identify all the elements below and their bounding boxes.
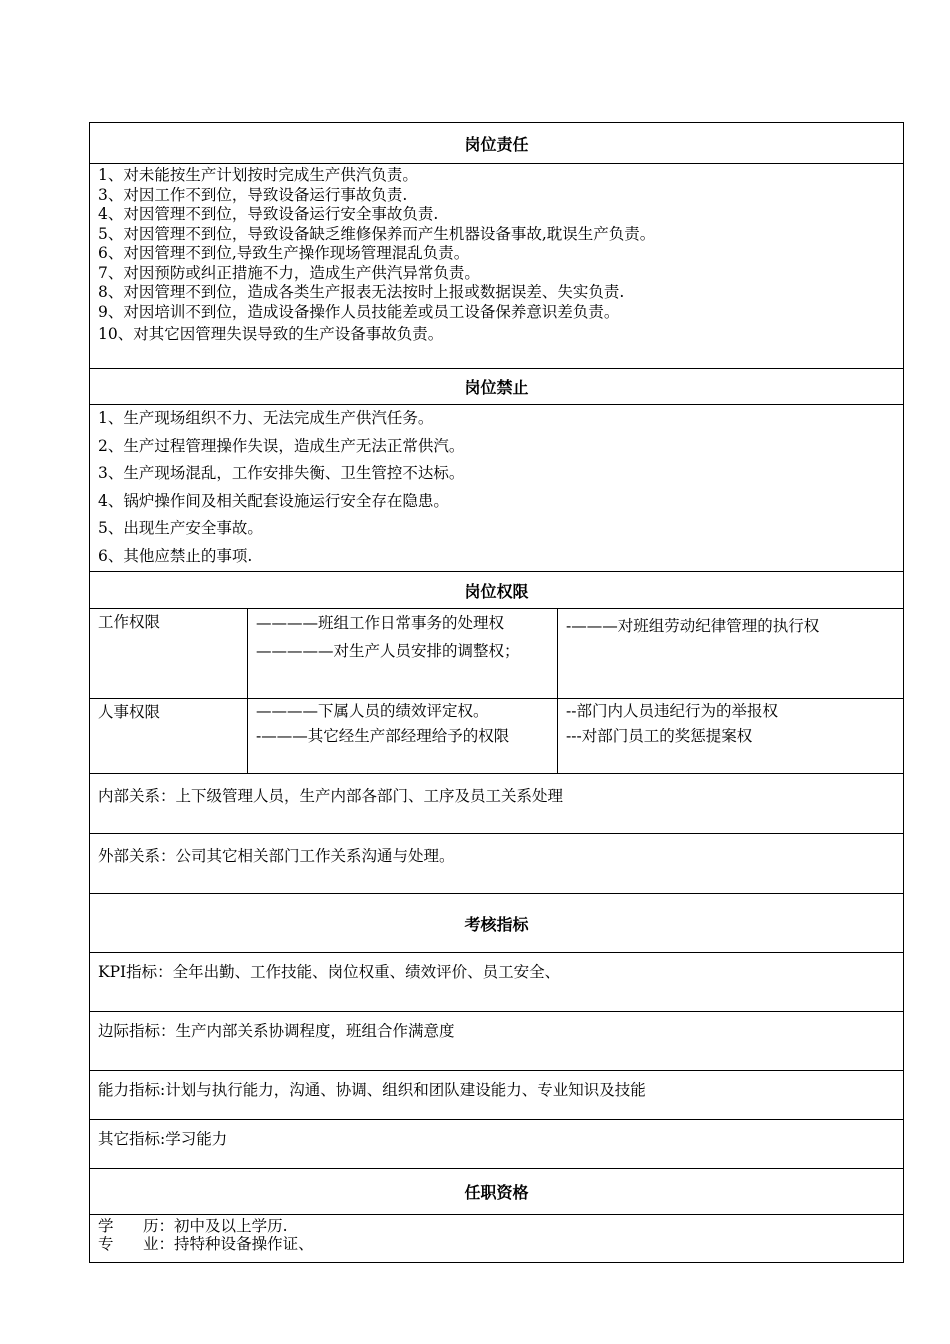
ability-indicator: 能力指标:计划与执行能力，沟通、协调、组织和团队建设能力、专业知识及技能 bbox=[90, 1071, 904, 1120]
list-item: 3、对因工作不到位，导致设备运行事故负责. bbox=[98, 185, 408, 204]
authority-header: 岗位权限 bbox=[90, 572, 904, 609]
list-item: 8、对因管理不到位，造成各类生产报表无法按时上报或数据误差、失实负责. bbox=[98, 283, 625, 301]
list-item: 10、对其它因管理失误导致的生产设备事故负责。 bbox=[98, 325, 444, 343]
list-item: 4、对因管理不到位，导致设备运行安全事故负责. bbox=[98, 205, 439, 223]
list-item: 6、其他应禁止的事项. bbox=[98, 546, 253, 565]
work-authority-items bbox=[248, 609, 558, 699]
list-item: 1、对未能按生产计划按时完成生产供汽负责。 bbox=[98, 166, 418, 184]
list-item: 1、生产现场组织不力、无法完成生产供汽任务。 bbox=[98, 409, 434, 427]
other-indicator: 其它指标:学习能力 bbox=[90, 1120, 904, 1169]
assessment-header: 考核指标 bbox=[90, 894, 904, 953]
responsibility-header: 岗位责任 bbox=[90, 123, 904, 164]
list-item: 5、对因管理不到位，导致设备缺乏维修保养而产生机器设备事故,耽误生产负责。 bbox=[98, 224, 656, 243]
job-description-table bbox=[89, 122, 903, 1263]
list-item: 9、对因培训不到位，造成设备操作人员技能差或员工设备保养意识差负责。 bbox=[98, 302, 620, 321]
work-authority-item-2: —————对生产人员安排的调整权； bbox=[256, 642, 520, 660]
external-relations: 外部关系：公司其它相关部门工作关系沟通与处理。 bbox=[90, 834, 904, 894]
marginal-indicator: 边际指标：生产内部关系协调程度，班组合作满意度 bbox=[90, 1012, 904, 1071]
personnel-authority-items bbox=[248, 699, 558, 774]
qualification-details bbox=[90, 1215, 904, 1263]
qualification-header: 任职资格 bbox=[90, 1169, 904, 1215]
work-authority-label: 工作权限 bbox=[90, 609, 248, 699]
major-requirement: 专 业：持特种设备操作证、 bbox=[98, 1235, 314, 1253]
list-item: 4、锅炉操作间及相关配套设施运行安全存在隐患。 bbox=[98, 491, 449, 510]
responsibility-list bbox=[90, 164, 904, 369]
personnel-authority-extra-1: --部门内人员违纪行为的举报权 bbox=[566, 702, 778, 720]
personnel-authority-label: 人事权限 bbox=[90, 699, 248, 774]
list-item: 3、生产现场混乱，工作安排失衡、卫生管控不达标。 bbox=[98, 464, 465, 482]
personnel-authority-extra bbox=[558, 699, 904, 774]
prohibition-header: 岗位禁止 bbox=[90, 369, 904, 405]
work-authority-item-1: ————班组工作日常事务的处理权 bbox=[256, 614, 505, 632]
list-item: 5、出现生产安全事故。 bbox=[98, 519, 263, 537]
list-item: 7、对因预防或纠正措施不力，造成生产供汽异常负责。 bbox=[98, 263, 480, 282]
prohibition-list bbox=[90, 405, 904, 572]
kpi-indicator: KPI指标：全年出勤、工作技能、岗位权重、绩效评价、员工安全、 bbox=[90, 953, 904, 1012]
internal-relations: 内部关系：上下级管理人员，生产内部各部门、工序及员工关系处理 bbox=[90, 774, 904, 834]
personnel-authority-item-1: ————下属人员的绩效评定权。 bbox=[256, 702, 489, 720]
list-item: 2、生产过程管理操作失误，造成生产无法正常供汽。 bbox=[98, 436, 465, 455]
personnel-authority-item-2: -———其它经生产部经理给予的权限 bbox=[256, 727, 510, 745]
education-requirement: 学 历：初中及以上学历. bbox=[98, 1217, 288, 1235]
work-authority-extra: -———对班组劳动纪律管理的执行权 bbox=[558, 609, 904, 699]
personnel-authority-extra-2: ---对部门员工的奖惩提案权 bbox=[566, 727, 753, 745]
list-item: 6、对因管理不到位,导致生产操作现场管理混乱负责。 bbox=[98, 244, 470, 262]
